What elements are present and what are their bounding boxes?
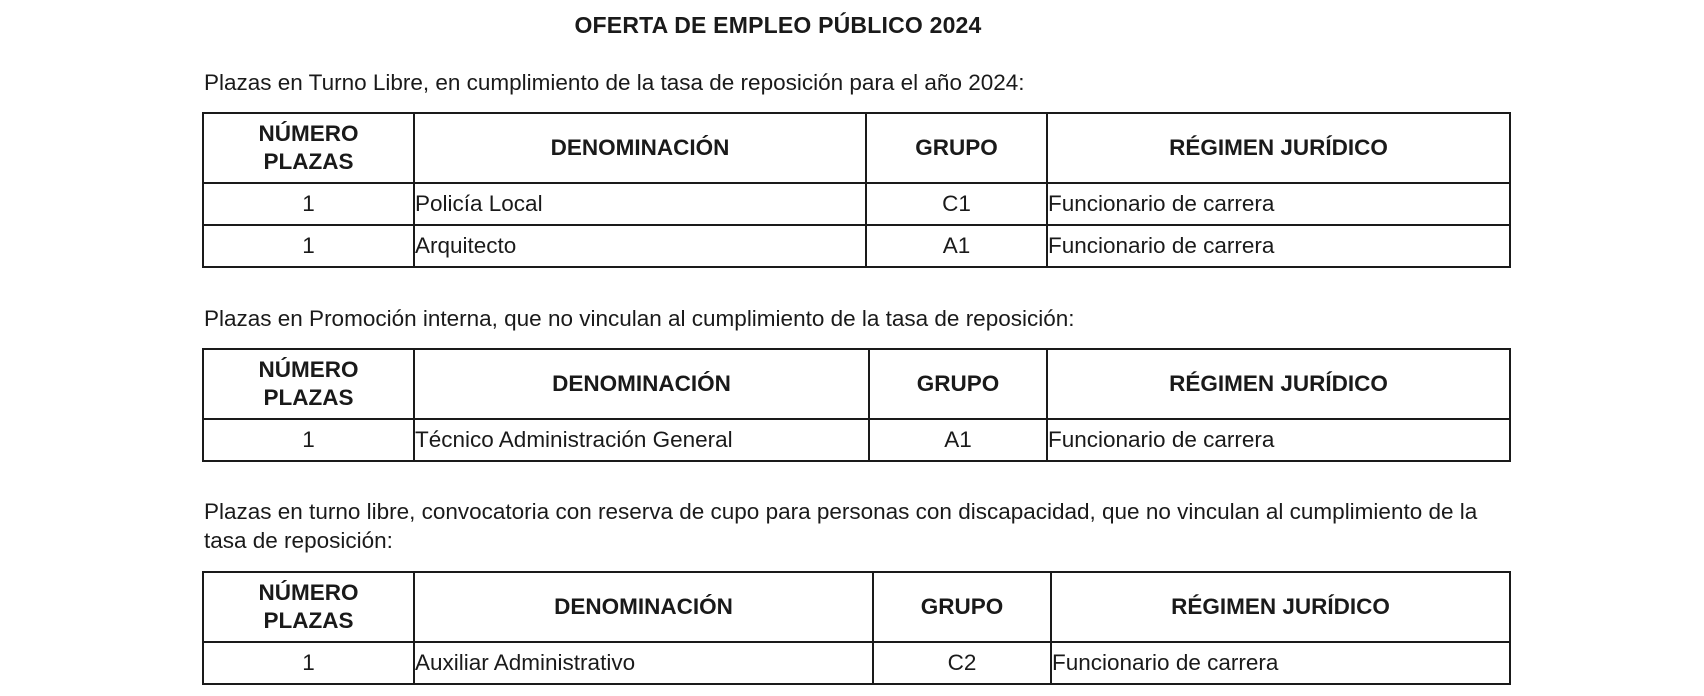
cell-numero: 1 [203,419,414,461]
cell-denominacion: Policía Local [414,183,866,225]
header-denominacion: DENOMINACIÓN [414,572,873,642]
cell-regimen: Funcionario de carrera [1047,419,1510,461]
section-intro-turno-libre: Plazas en Turno Libre, en cumplimiento de la tasa de reposición para el año 2024: [204,70,1025,95]
table-header-row [203,572,1510,642]
page-title: OFERTA DE EMPLEO PÚBLICO 2024 [574,12,982,38]
header-numero-line2: PLAZAS [263,608,354,633]
table-row [203,225,1510,267]
table-row [203,642,1510,684]
header-denominacion: DENOMINACIÓN [414,113,866,183]
header-numero-line1: NÚMERO [258,357,359,382]
cell-regimen: Funcionario de carrera [1051,642,1510,684]
header-numero-line2: PLAZAS [263,149,354,174]
header-numero-line1: NÚMERO [258,121,359,146]
header-regimen: RÉGIMEN JURÍDICO [1047,349,1510,419]
header-numero-plazas [203,349,414,419]
table-row [203,183,1510,225]
section-intro-promocion-interna: Plazas en Promoción interna, que no vinculan al cumplimiento de la tasa de reposición: [204,306,1075,331]
cell-grupo: C1 [866,183,1047,225]
section-intro-reserva-discapacidad: Plazas en turno libre, convocatoria con reserva de cupo para personas con discapacidad, que no vinculan al cumplimiento de la tasa de reposición: [204,499,1478,553]
cell-regimen: Funcionario de carrera [1047,183,1510,225]
table-header-row [203,349,1510,419]
cell-grupo: A1 [869,419,1047,461]
header-grupo: GRUPO [866,113,1047,183]
cell-numero: 1 [203,183,414,225]
header-denominacion: DENOMINACIÓN [414,349,869,419]
cell-denominacion: Auxiliar Administrativo [414,642,873,684]
header-numero-plazas [203,113,414,183]
cell-regimen: Funcionario de carrera [1047,225,1510,267]
table-header-row [203,113,1510,183]
cell-denominacion: Técnico Administración General [414,419,869,461]
plazas-table-turno-libre [202,112,1511,268]
header-grupo: GRUPO [869,349,1047,419]
cell-numero: 1 [203,642,414,684]
cell-denominacion: Arquitecto [414,225,866,267]
header-regimen: RÉGIMEN JURÍDICO [1051,572,1510,642]
table-row [203,419,1510,461]
header-numero-line1: NÚMERO [258,580,359,605]
cell-grupo: C2 [873,642,1051,684]
header-regimen: RÉGIMEN JURÍDICO [1047,113,1510,183]
header-numero-plazas [203,572,414,642]
cell-numero: 1 [203,225,414,267]
header-grupo: GRUPO [873,572,1051,642]
plazas-table-promocion-interna [202,348,1511,462]
header-numero-line2: PLAZAS [263,385,354,410]
cell-grupo: A1 [866,225,1047,267]
plazas-table-reserva-discapacidad [202,571,1511,685]
